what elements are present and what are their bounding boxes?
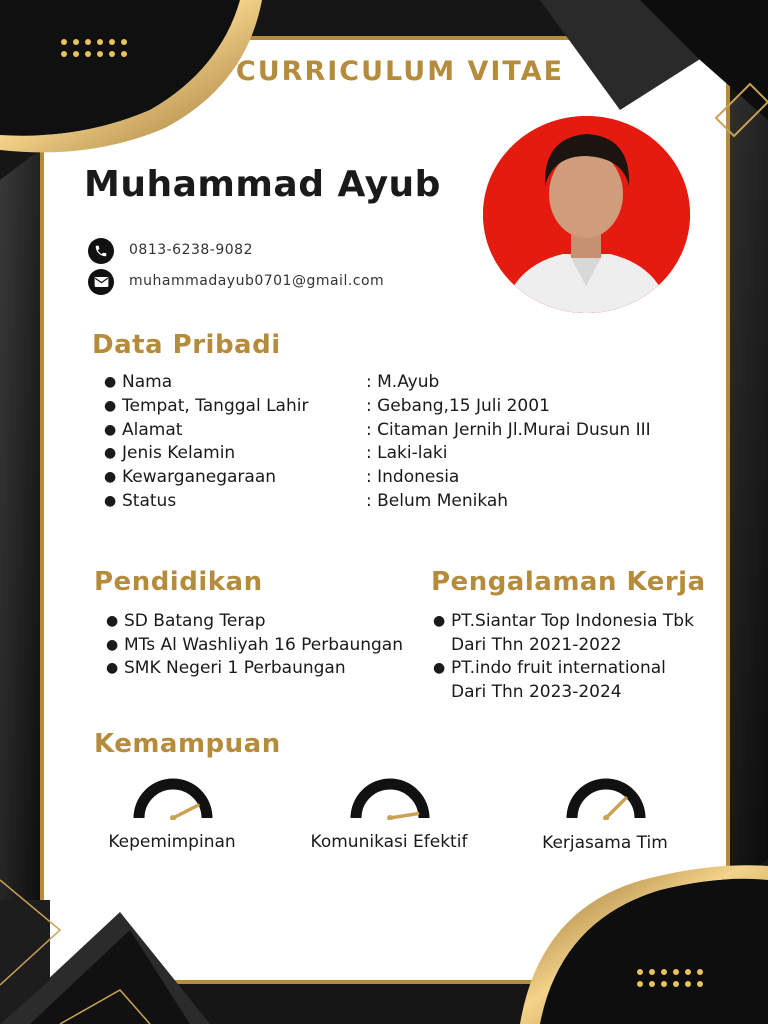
phone-icon <box>88 238 114 264</box>
row-label: Jenis Kelamin <box>122 443 236 464</box>
document-title: CURRICULUM VITAE <box>235 56 565 87</box>
skills-heading: Kemampuan <box>94 729 281 759</box>
bullet-dot: ● <box>104 445 117 462</box>
personal-row <box>104 371 724 395</box>
skill-gauge <box>566 778 646 820</box>
experience-period-line <box>433 634 723 658</box>
personal-data-heading: Data Pribadi <box>92 330 281 360</box>
experience-company: PT.indo fruit international <box>451 658 666 678</box>
list-item <box>433 610 723 634</box>
experience-period: Dari Thn 2023-2024 <box>451 681 622 702</box>
envelope-icon <box>88 269 114 295</box>
personal-row <box>104 442 724 466</box>
personal-row <box>104 490 724 514</box>
row-label: Tempat, Tanggal Lahir <box>122 395 309 416</box>
education-heading: Pendidikan <box>94 567 263 597</box>
personal-row <box>104 466 724 490</box>
bullet-dot: ● <box>106 660 119 676</box>
person-name: Muhammad Ayub <box>84 164 441 205</box>
skill-gauge <box>350 778 430 820</box>
row-label: Kewarganegaraan <box>122 467 277 488</box>
skill-label: Komunikasi Efektif <box>310 832 468 852</box>
experience-heading: Pengalaman Kerja <box>431 567 706 597</box>
list-item <box>106 657 426 681</box>
row-label: Alamat <box>122 419 183 440</box>
bullet-dot: ● <box>104 492 117 509</box>
bullet-dot: ● <box>104 374 117 390</box>
personal-data-list <box>104 371 724 514</box>
skill-gauge <box>133 778 213 820</box>
experience-period: Dari Thn 2021-2022 <box>451 634 622 655</box>
email-address: muhammadayub0701@gmail.com <box>129 273 385 289</box>
skill-label: Kepemimpinan <box>108 832 236 852</box>
bullet-dot: ● <box>106 636 119 653</box>
education-list <box>106 610 426 681</box>
bullet-dot: ● <box>104 421 117 438</box>
bullet-dot: ● <box>433 613 446 629</box>
skill-label: Kerjasama Tim <box>542 833 668 853</box>
experience-period-line <box>433 681 723 705</box>
list-item <box>433 657 723 681</box>
list-item <box>106 634 426 658</box>
row-value: : Indonesia <box>366 467 460 488</box>
list-item <box>106 610 426 634</box>
row-value: : Belum Menikah <box>366 490 509 511</box>
experience-list <box>433 610 723 704</box>
row-value: : M.Ayub <box>366 372 440 392</box>
bullet-dot: ● <box>433 660 446 676</box>
experience-company: PT.Siantar Top Indonesia Tbk <box>451 611 694 631</box>
row-label: Nama <box>122 372 173 392</box>
personal-row <box>104 395 724 419</box>
row-value: : Laki-laki <box>366 443 448 464</box>
bullet-dot: ● <box>106 613 119 629</box>
row-value: : Citaman Jernih Jl.Murai Dusun III <box>366 419 651 440</box>
row-value: : Gebang,15 Juli 2001 <box>366 395 550 416</box>
profile-photo <box>483 116 690 313</box>
education-item: MTs Al Washliyah 16 Perbaungan <box>124 634 403 655</box>
bullet-dot: ● <box>104 469 117 486</box>
personal-row <box>104 419 724 443</box>
bullet-dot: ● <box>104 397 117 414</box>
education-item: SD Batang Terap <box>124 611 266 631</box>
education-item: SMK Negeri 1 Perbaungan <box>124 658 346 678</box>
phone-number: 0813-6238-9082 <box>129 242 253 258</box>
row-label: Status <box>122 490 177 511</box>
